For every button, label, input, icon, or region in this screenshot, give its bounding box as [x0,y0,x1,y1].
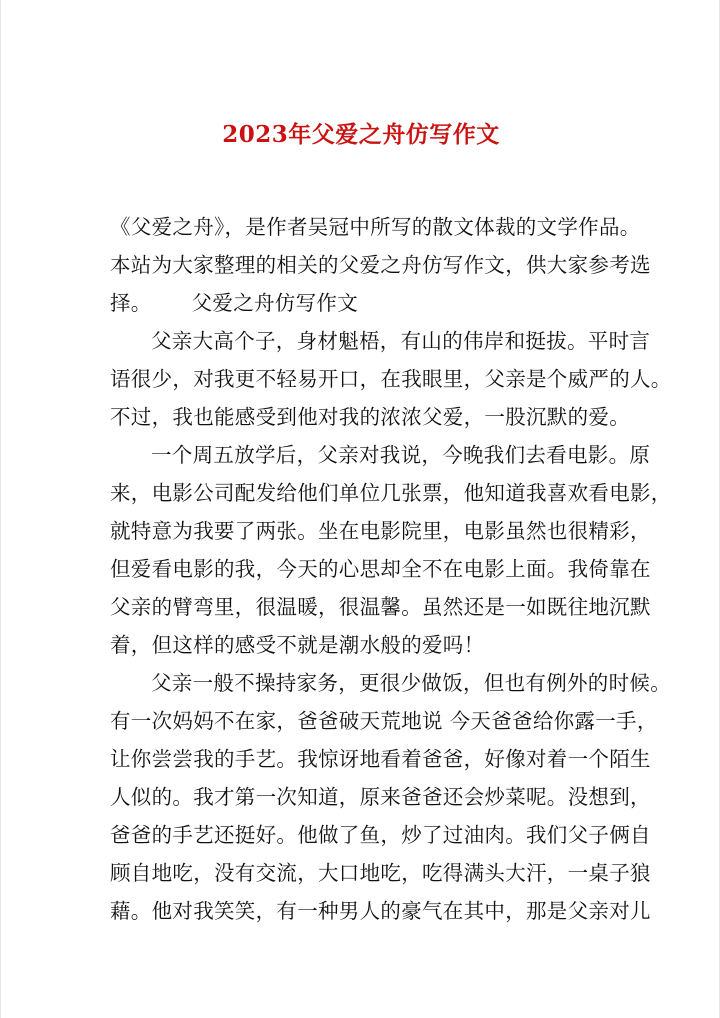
text-line: 就特意为我要了两张。坐在电影院里，电影虽然也很精彩， [110,519,651,543]
text-line: 有一次妈妈不在家，爸爸破天荒地说 今天爸爸给你露一手， [110,709,658,733]
text-line: 但爱看电影的我，今天的心思却全不在电影上面。我倚靠在 [110,557,651,581]
text-line: 让你尝尝我的手艺。我惊讶地看着爸爸，好像对着一个陌生 [110,747,651,771]
text-line [110,289,625,317]
text-line: 本站为大家整理的相关的父爱之舟仿写作文，供大家参考选 [110,253,651,277]
paragraph-start-line: 父亲一般不操持家务，更很少做饭，但也有例外的时候。 [151,671,671,695]
text-line: 不过，我也能感受到他对我的浓浓父爱，一股沉默的爱。 [110,405,630,429]
text-line: 《父爱之舟》，是作者吴冠中所写的散文体裁的文学作品。 [110,215,641,239]
paragraph-start-line: 一个周五放学后，父亲对我说，今晚我们去看电影。原 [151,443,651,467]
text-line: 爸爸的手艺还挺好。他做了鱼，炒了过油肉。我们父子俩自 [110,823,651,847]
text-line: 顾自地吃，没有交流，大口地吃，吃得满头大汗，一桌子狼 [110,861,651,885]
text-segment: 择。 [110,291,152,315]
text-line: 藉。他对我笑笑，有一种男人的豪气在其中，那是父亲对儿 [110,899,651,923]
text-line: 人似的。我才第一次知道，原来爸爸还会炒菜呢。没想到， [110,785,651,809]
paragraph-start-line: 父亲大高个子，身材魁梧，有山的伟岸和挺拔。平时言 [151,329,651,353]
document-title: 2023年父爱之舟仿写作文 [222,121,500,148]
section-heading: 父爱之舟仿写作文 [191,291,359,315]
text-line: 来，电影公司配发给他们单位几张票，他知道我喜欢看电影， [110,481,672,505]
text-line: 着，但这样的感受不就是潮水般的爱吗！ [110,633,485,657]
text-line: 语很少，对我更不轻易开口，在我眼里，父亲是个威严的人。 [110,367,672,391]
text-line: 父亲的臂弯里，很温暖，很温馨。虽然还是一如既往地沉默 [110,595,651,619]
